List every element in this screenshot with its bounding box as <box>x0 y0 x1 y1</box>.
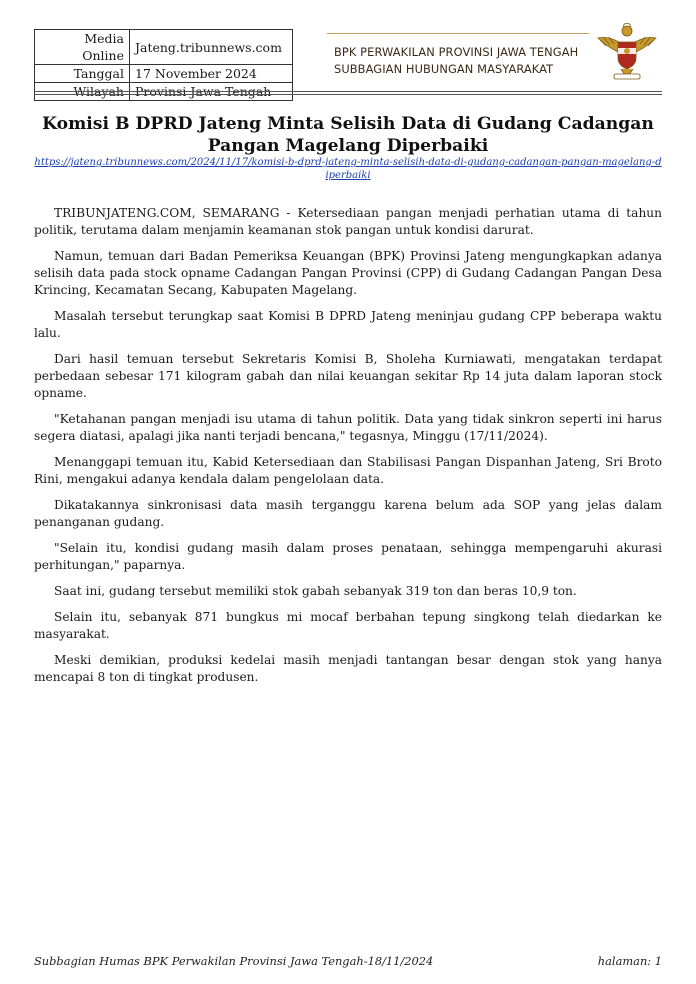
garuda-emblem-icon <box>594 18 660 84</box>
org-divider <box>327 33 589 34</box>
paragraph: Meski demikian, produksi kedelai masih menjadi tantangan besar dengan stok yang hanya mencapai 8 ton di tingkat produsen. <box>34 653 662 684</box>
paragraph: Dikatakannya sinkronisasi data masih terganggu karena belum ada SOP yang jelas dalam penanganan gudang. <box>34 498 662 529</box>
org-division: SUBBAGIAN HUBUNGAN MASYARAKAT <box>334 62 554 76</box>
paragraph: "Selain itu, kondisi gudang masih dalam proses penataan, sehingga mempengaruhi akurasi perhitungan," paparnya. <box>34 541 662 572</box>
article-link[interactable]: https://jateng.tribunnews.com/2024/11/17/komisi-b-dprd-jateng-minta-selisih-data-di-gudang-cadangan-pangan-magelang-diperbaiki <box>34 157 662 181</box>
date-label: Tanggal <box>35 65 130 83</box>
paragraph: Masalah tersebut terungkap saat Komisi B DPRD Jateng meninjau gudang CPP beberapa waktu lalu. <box>34 309 662 340</box>
paragraph: Dari hasil temuan tersebut Sekretaris Komisi B, Sholeha Kurniawati, mengatakan terdapat perbedaan sebesar 171 kilogram gabah dan nilai keuangan sekitar Rp 14 juta dalam laporan stock opname. <box>34 352 662 400</box>
media-row <box>35 30 293 65</box>
media-value: Jateng.tribunnews.com <box>130 30 293 65</box>
paragraph: TRIBUNJATENG.COM, SEMARANG - Ketersediaan pangan menjadi perhatian utama di tahun politik, terutama dalam menjamin keamanan stok pangan untuk kondisi darurat. <box>34 206 662 237</box>
header-divider-top <box>34 91 662 92</box>
paragraph: Saat ini, gudang tersebut memiliki stok gabah sebanyak 319 ton dan beras 10,9 ton. <box>54 584 577 598</box>
date-value: 17 November 2024 <box>130 65 293 83</box>
date-row <box>35 65 293 83</box>
org-name: BPK PERWAKILAN PROVINSI JAWA TENGAH <box>334 45 579 59</box>
media-label: Media Online <box>35 30 130 65</box>
footer-source: Subbagian Humas BPK Perwakilan Provinsi Jawa Tengah-18/11/2024 <box>34 954 434 968</box>
article-body <box>34 205 662 695</box>
org-header <box>334 44 578 78</box>
article-title: Komisi B DPRD Jateng Minta Selisih Data di Gudang Cadangan Pangan Magelang Diperbaiki <box>42 114 654 156</box>
page-number: halaman: 1 <box>597 954 662 968</box>
paragraph: Selain itu, sebanyak 871 bungkus mi mocaf berbahan tepung singkong telah diedarkan ke masyarakat. <box>34 610 662 641</box>
paragraph: Namun, temuan dari Badan Pemeriksa Keuangan (BPK) Provinsi Jateng mengungkapkan adanya selisih data pada stock opname Cadangan Pangan Provinsi (CPP) di Gudang Cadangan Pangan Desa Krincing, Kecamatan Secang, Kabupaten Magelang. <box>34 249 662 297</box>
paragraph: "Ketahanan pangan menjadi isu utama di tahun politik. Data yang tidak sinkron seperti ini harus segera diatasi, apalagi jika nanti terjadi bencana," tegasnya, Minggu (17/11/2024). <box>34 412 662 443</box>
paragraph: Menanggapi temuan itu, Kabid Ketersediaan dan Stabilisasi Pangan Dispanhan Jateng, Sri Broto Rini, mengakui adanya kendala dalam pengelolaan data. <box>34 455 662 486</box>
header-divider-bottom <box>34 94 662 95</box>
